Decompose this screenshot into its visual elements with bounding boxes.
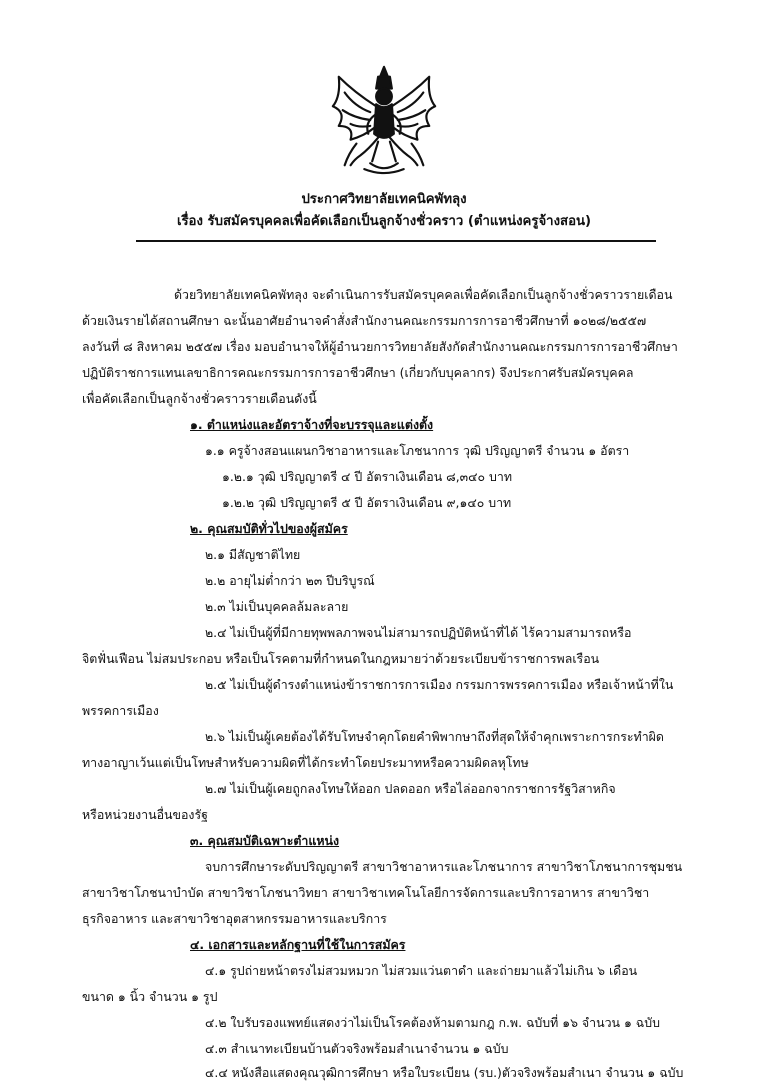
qualification-item: ๒.๗ ไม่เป็นผู้เคยถูกลงโทษให้ออก ปลดออก หรือไล่ออกจากราชการรัฐวิสาหกิจ bbox=[205, 781, 616, 796]
document-item-continued: ขนาด ๑ นิ้ว จำนวน ๑ รูป bbox=[82, 989, 218, 1004]
specific-qualification-line: ธุรกิจอาหาร และสาขาวิชาอุตสาหกรรมอาหารและบริการ bbox=[82, 911, 387, 926]
garuda-emblem-icon bbox=[325, 62, 443, 178]
section-1-heading: ๑. ตำแหน่งและอัตราจ้างที่จะบรรจุและแต่งตั้ง bbox=[190, 417, 434, 432]
salary-line: ๑.๒.๑ วุฒิ ปริญญาตรี ๔ ปี อัตราเงินเดือน ๘,๓๔๐ บาท bbox=[222, 469, 512, 484]
section-1-item: ๑.๑ ครูจ้างสอนแผนกวิชาอาหารและโภชนาการ วุฒิ ปริญญาตรี จำนวน ๑ อัตรา bbox=[205, 443, 630, 458]
qualification-item: ๒.๑ มีสัญชาติไทย bbox=[205, 547, 301, 562]
qualification-item: ๒.๖ ไม่เป็นผู้เคยต้องได้รับโทษจำคุกโดยคำพิพากษาถึงที่สุดให้จำคุกเพราะการกระทำผิด bbox=[205, 729, 664, 744]
qualification-item: ๒.๓ ไม่เป็นบุคคลล้มละลาย bbox=[205, 599, 349, 614]
document-item: ๔.๑ รูปถ่ายหน้าตรงไม่สวมหมวก ไม่สวมแว่นตาดำ และถ่ายมาแล้วไม่เกิน ๖ เดือน bbox=[205, 963, 638, 978]
section-2-heading: ๒. คุณสมบัติทั่วไปของผู้สมัคร bbox=[190, 521, 348, 536]
section-3-heading: ๓. คุณสมบัติเฉพาะตำแหน่ง bbox=[190, 833, 340, 848]
intro-line: ด้วยเงินรายได้สถานศึกษา ฉะนั้นอาศัยอำนาจคำสั่งสำนักงานคณะกรรมการการอาชีวศึกษาที่ ๑๐๒๘/๒๕๕๗ bbox=[82, 313, 647, 328]
salary-line: ๑.๒.๒ วุฒิ ปริญญาตรี ๕ ปี อัตราเงินเดือน ๙,๑๔๐ บาท bbox=[222, 495, 512, 510]
qualification-item-continued: ทางอาญาเว้นแต่เป็นโทษสำหรับความผิดที่ได้กระทำโดยประมาทหรือความผิดลหุโทษ bbox=[82, 755, 529, 770]
document-item: ๔.๓ สำเนาทะเบียนบ้านตัวจริงพร้อมสำเนาจำนวน ๑ ฉบับ bbox=[205, 1041, 509, 1056]
specific-qualification-line: จบการศึกษาระดับปริญญาตรี สาขาวิชาอาหารและโภชนาการ สาขาวิชาโภชนาการชุมชน bbox=[205, 859, 683, 874]
qualification-item: ๒.๔ ไม่เป็นผู้ที่มีกายทุพพลภาพจนไม่สามารถปฏิบัติหน้าที่ได้ ไร้ความสามารถหรือ bbox=[205, 625, 632, 640]
qualification-item: ๒.๕ ไม่เป็นผู้ดำรงตำแหน่งข้าราชการการเมือง กรรมการพรรคการเมือง หรือเจ้าหน้าที่ใน bbox=[205, 677, 674, 692]
qualification-item: ๒.๒ อายุไม่ต่ำกว่า ๒๓ ปีบริบูรณ์ bbox=[205, 573, 375, 588]
title-divider bbox=[136, 240, 656, 242]
announcement-subject: เรื่อง รับสมัครบุคคลเพื่อคัดเลือกเป็นลูกจ้างชั่วคราว (ตำแหน่งครูจ้างสอน) bbox=[176, 214, 592, 229]
announcement-title: ประกาศวิทยาลัยเทคนิคพัทลุง bbox=[301, 192, 467, 207]
qualification-item-continued: พรรคการเมือง bbox=[82, 703, 159, 718]
intro-line: ด้วยวิทยาลัยเทคนิคพัทลุง จะดำเนินการรับสมัครบุคคลเพื่อคัดเลือกเป็นลูกจ้างชั่วคราวรายเดือน bbox=[174, 287, 673, 302]
qualification-item-continued: จิตฟั่นเฟือน ไม่สมประกอบ หรือเป็นโรคตามที่กำหนดในกฎหมายว่าด้วยระเบียบข้าราชการพลเรือน bbox=[82, 651, 600, 666]
intro-line: เพื่อคัดเลือกเป็นลูกจ้างชั่วคราวรายเดือนดังนี้ bbox=[82, 391, 317, 406]
document-item: ๔.๒ ใบรับรองแพทย์แสดงว่าไม่เป็นโรคต้องห้ามตามกฎ ก.พ. ฉบับที่ ๑๖ จำนวน ๑ ฉบับ bbox=[205, 1015, 660, 1030]
qualification-item-continued: หรือหน่วยงานอื่นของรัฐ bbox=[82, 807, 208, 822]
document-item: ๔.๔ หนังสือแสดงคุณวุฒิการศึกษา หรือใบระเบียน (รบ.)ตัวจริงพร้อมสำเนา จำนวน ๑ ฉบับ bbox=[205, 1065, 684, 1080]
intro-line: ลงวันที่ ๘ สิงหาคม ๒๕๕๗ เรื่อง มอบอำนาจให้ผู้อำนวยการวิทยาลัยสังกัดสำนักงานคณะกรรมการการอาชีวศึกษา bbox=[82, 339, 678, 354]
intro-line: ปฏิบัติราชการแทนเลขาธิการคณะกรรมการการอาชีวศึกษา (เกี่ยวกับบุคลากร) จึงประกาศรับสมัครบุคคล bbox=[82, 365, 634, 380]
specific-qualification-line: สาขาวิชาโภชนาบำบัด สาขาวิชาโภชนาวิทยา สาขาวิชาเทคโนโลยีการจัดการและบริการอาหาร สาขาวิชา bbox=[82, 885, 650, 900]
section-4-heading: ๔. เอกสารและหลักฐานที่ใช้ในการสมัคร bbox=[190, 937, 406, 952]
